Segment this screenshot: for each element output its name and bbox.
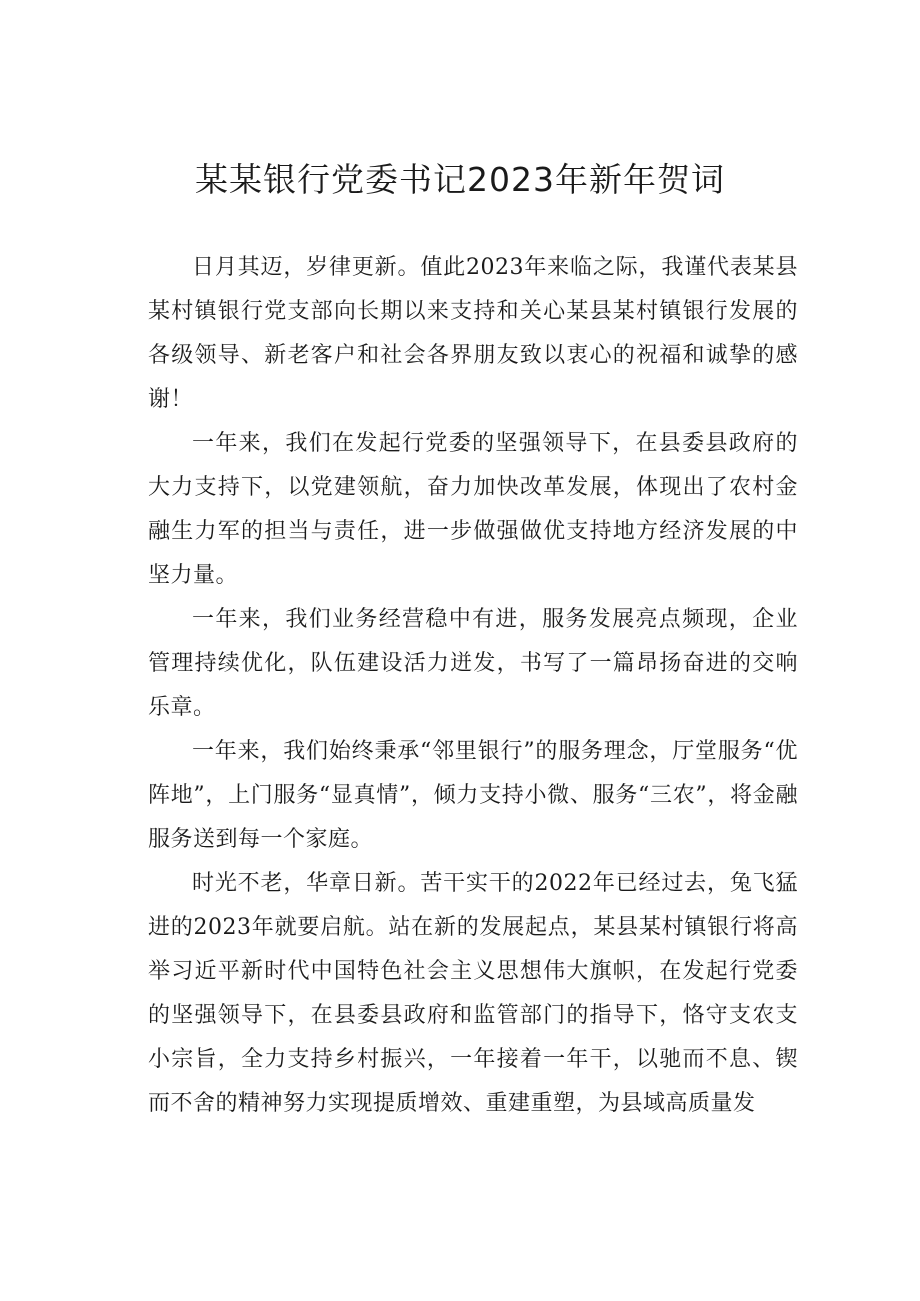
document-body bbox=[148, 246, 798, 1126]
paragraph-outlook: 时光不老，华章日新。苦干实干的2022年已经过去，兔飞猛进的2023年就要启航。站在新的发展起点，某县某村镇银行将高举习近平新时代中国特色社会主义思想伟大旗帜，在发起行党委的坚强领导下，在县委县政府和监管部门的指导下，恪守支农支小宗旨，全力支持乡村振兴，一年接着一年干，以驰而不息、锲而不舍的精神努力实现提质增效、重建重塑，为县域高质量发 bbox=[148, 871, 798, 1116]
paragraph-leadership: 一年来，我们在发起行党委的坚强领导下，在县委县政府的大力支持下，以党建领航，奋力加快改革发展，体现出了农村金融生力军的担当与责任，进一步做强做优支持地方经济发展的中坚力量。 bbox=[148, 431, 798, 588]
document-title: 某某银行党委书记2023年新年贺词 bbox=[195, 160, 725, 199]
paragraph-business: 一年来，我们业务经营稳中有进，服务发展亮点频现，企业管理持续优化，队伍建设活力迸发，书写了一篇昂扬奋进的交响乐章。 bbox=[148, 607, 798, 720]
paragraph-greeting: 日月其迈，岁律更新。值此2023年来临之际，我谨代表某县某村镇银行党支部向长期以来支持和关心某县某村镇银行发展的各级领导、新老客户和社会各界朋友致以衷心的祝福和诚挚的感谢！ bbox=[148, 255, 798, 412]
paragraph-service: 一年来，我们始终秉承“邻里银行”的服务理念，厅堂服务“优阵地”，上门服务“显真情”，倾力支持小微、服务“三农”，将金融服务送到每一个家庭。 bbox=[148, 739, 798, 852]
